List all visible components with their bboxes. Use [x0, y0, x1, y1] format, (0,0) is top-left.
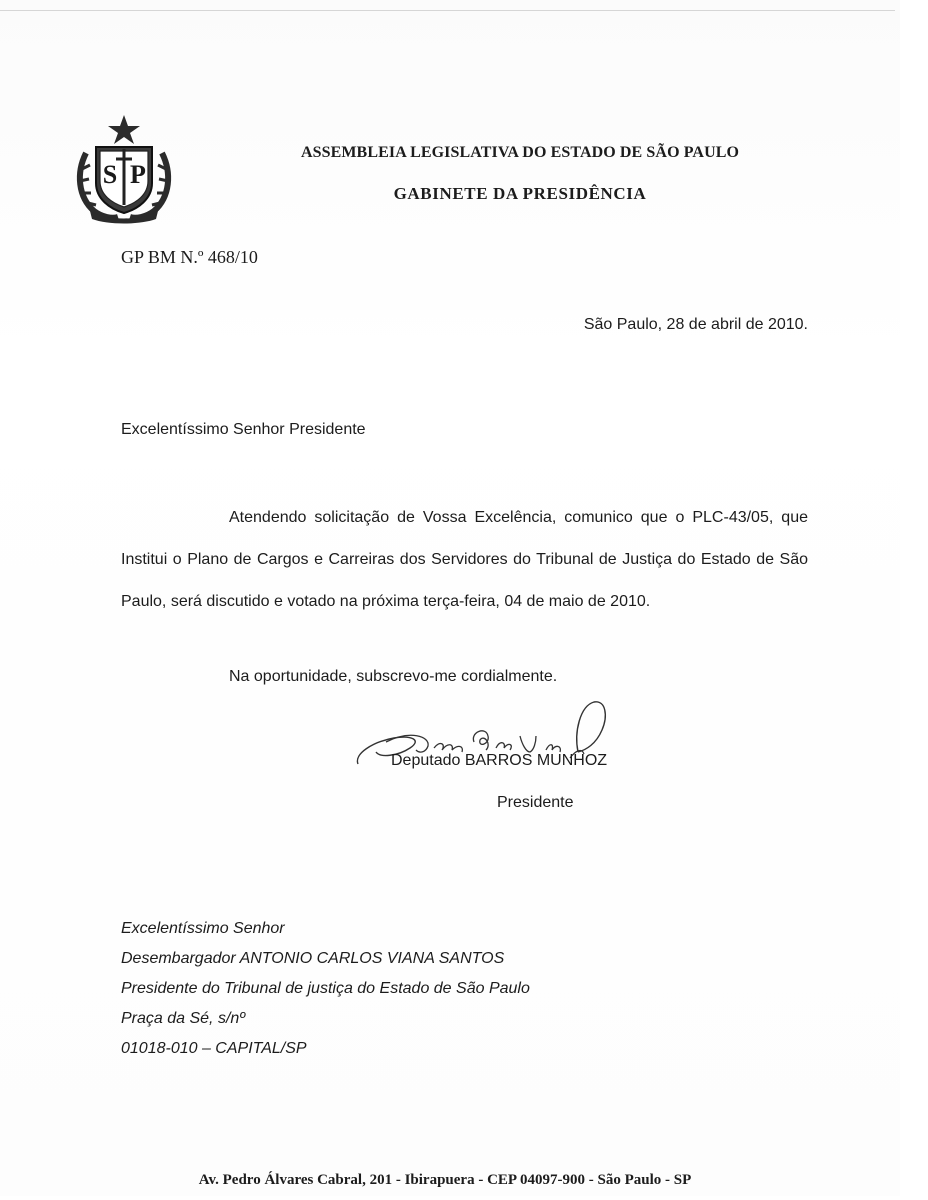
addressee-line-5: 01018-010 – CAPITAL/SP — [121, 1040, 307, 1057]
addressee-line-4: Praça da Sé, s/nº — [121, 1010, 246, 1027]
scan-margin — [900, 0, 928, 1200]
addressee-block — [121, 914, 530, 1064]
signer-title: Presidente — [497, 794, 574, 811]
signer-name: Deputado BARROS MUNHOZ — [391, 752, 608, 769]
scan-edge — [0, 0, 895, 11]
closing-line: Na oportunidade, subscrevo-me cordialmente. — [229, 668, 558, 685]
letter-body: Atendendo solicitação de Vossa Excelência, comunico que o PLC-43/05, que Institui o Plano de Cargos e Carreiras dos Servidores do Tribunal de Justiça do Estado de São Paulo, será discutido e votado na próxima terça-feira, 04 de maio de 2010. — [121, 509, 808, 610]
seal-letter-s: S — [102, 160, 118, 189]
seal-letter-p: P — [130, 160, 146, 189]
coat-of-arms-seal — [72, 113, 176, 225]
office-title: GABINETE DA PRESIDÊNCIA — [393, 184, 647, 203]
addressee-line-3: Presidente do Tribunal de justiça do Estado de São Paulo — [121, 980, 530, 997]
addressee-line-2: Desembargador ANTONIO CARLOS VIANA SANTOS — [121, 950, 505, 967]
institution-title: ASSEMBLEIA LEGISLATIVA DO ESTADO DE SÃO PAULO — [300, 144, 740, 161]
addressee-line-1: Excelentíssimo Senhor — [121, 920, 285, 937]
date-line: São Paulo, 28 de abril de 2010. — [583, 316, 808, 333]
page-bottom-edge — [0, 1196, 928, 1200]
salutation: Excelentíssimo Senhor Presidente — [121, 421, 366, 438]
footer-address: Av. Pedro Álvares Cabral, 201 - Ibirapuera - CEP 04097-900 - São Paulo - SP — [198, 1172, 692, 1188]
document-reference: GP BM N.º 468/10 — [121, 247, 258, 267]
